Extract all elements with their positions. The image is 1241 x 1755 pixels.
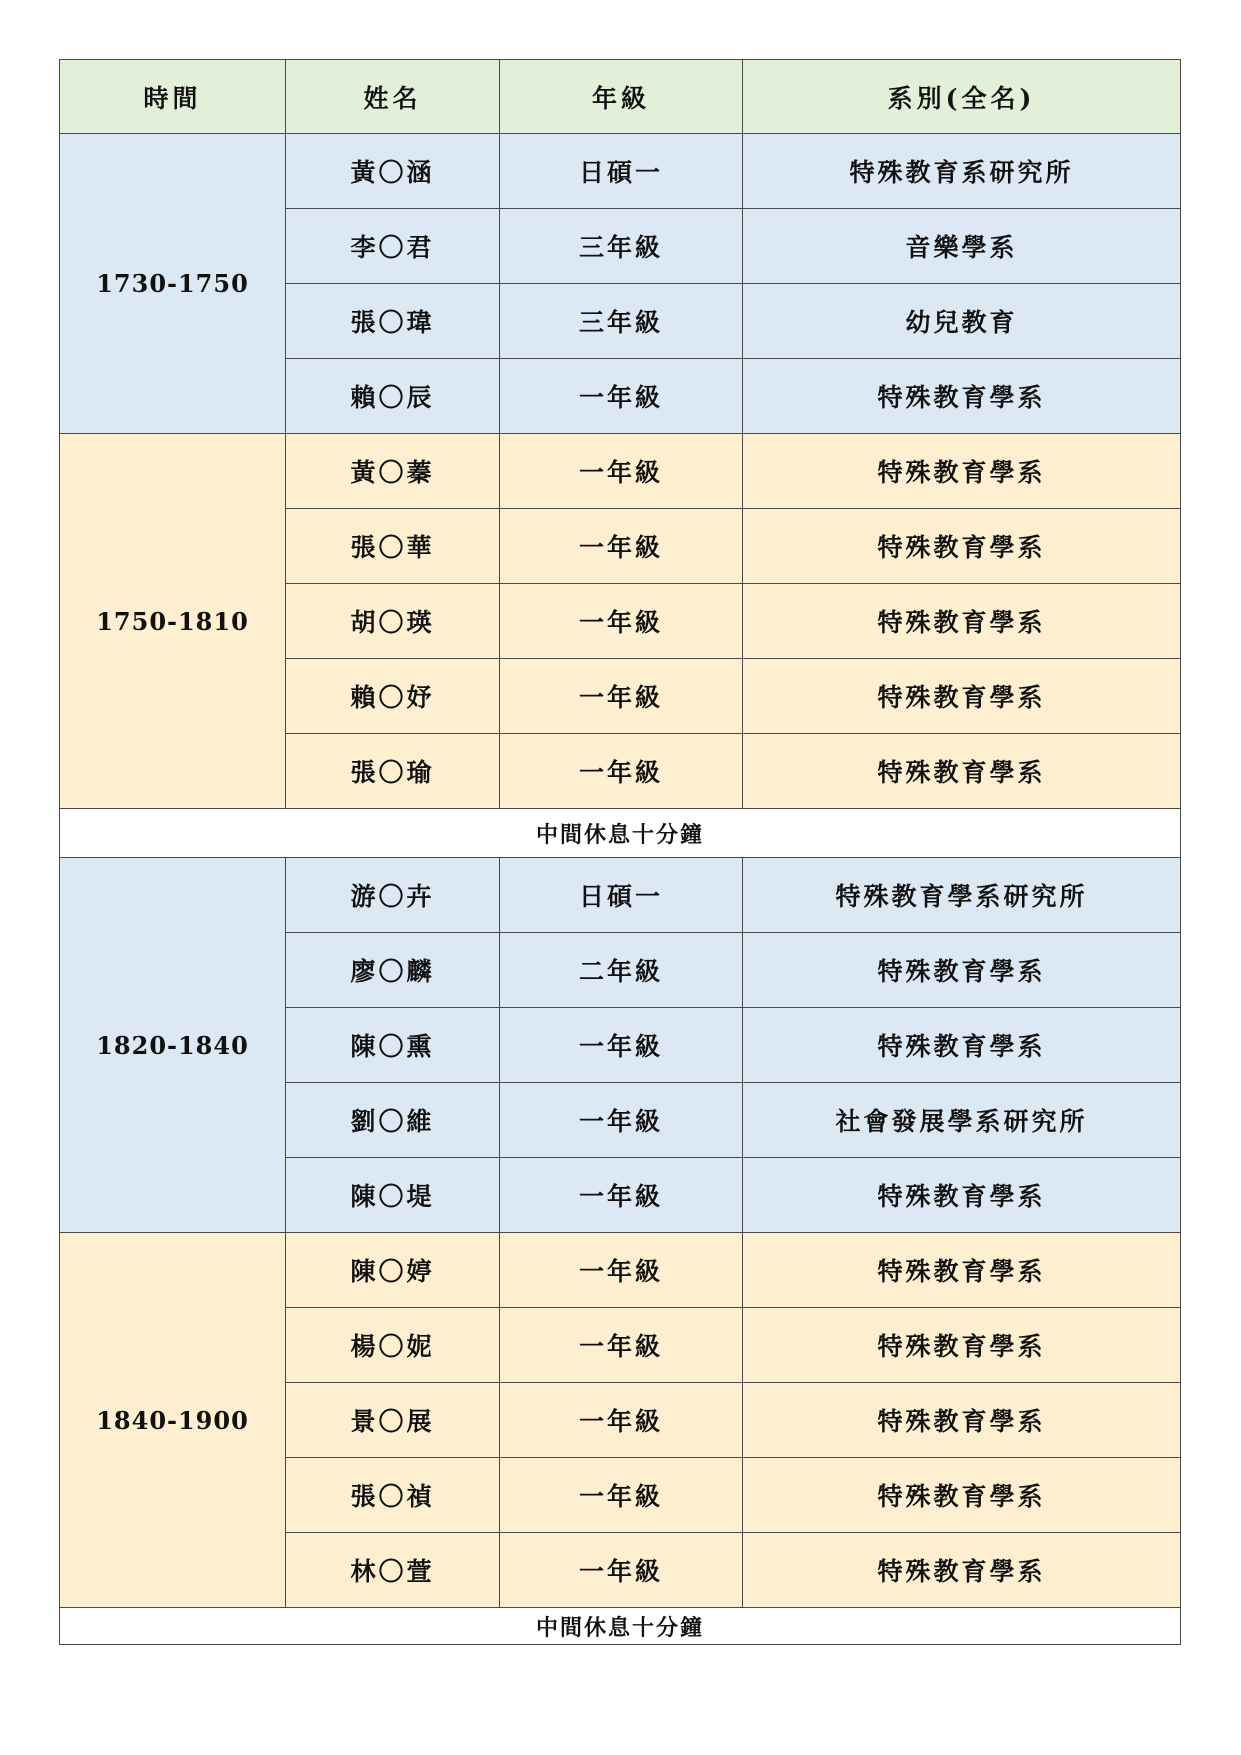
- student-name-cell: 胡〇瑛: [286, 584, 500, 659]
- header-dept: 系別(全名): [743, 60, 1181, 134]
- time-slot-cell: 1750-1810: [60, 434, 286, 809]
- grade-cell: 一年級: [500, 1383, 743, 1458]
- header-row: [60, 60, 1181, 134]
- grade-cell: 一年級: [500, 734, 743, 809]
- department-cell: 特殊教育學系: [743, 1533, 1181, 1608]
- roster-table: [59, 59, 1181, 1645]
- grade-cell: 三年級: [500, 284, 743, 359]
- department-cell: 社會發展學系研究所: [743, 1083, 1181, 1158]
- student-name-cell: 張〇華: [286, 509, 500, 584]
- header-name: 姓名: [286, 60, 500, 134]
- grade-cell: 一年級: [500, 1158, 743, 1233]
- department-cell: 特殊教育學系: [743, 1158, 1181, 1233]
- student-name-cell: 賴〇辰: [286, 359, 500, 434]
- department-cell: 特殊教育學系: [743, 584, 1181, 659]
- department-cell: 特殊教育學系: [743, 933, 1181, 1008]
- department-cell: 特殊教育學系: [743, 659, 1181, 734]
- grade-cell: 一年級: [500, 584, 743, 659]
- grade-cell: 一年級: [500, 1533, 743, 1608]
- student-name-cell: 張〇禎: [286, 1458, 500, 1533]
- grade-cell: 一年級: [500, 509, 743, 584]
- department-cell: 特殊教育學系: [743, 1008, 1181, 1083]
- break-label: 中間休息十分鐘: [60, 1608, 1181, 1645]
- grade-cell: 日碩一: [500, 134, 743, 209]
- department-cell: 特殊教育學系: [743, 509, 1181, 584]
- student-name-cell: 景〇展: [286, 1383, 500, 1458]
- student-name-cell: 黃〇蓁: [286, 434, 500, 509]
- department-cell: 特殊教育學系: [743, 1383, 1181, 1458]
- table-row: [60, 434, 1181, 509]
- student-name-cell: 林〇萱: [286, 1533, 500, 1608]
- student-name-cell: 陳〇婷: [286, 1233, 500, 1308]
- grade-cell: 日碩一: [500, 858, 743, 933]
- student-name-cell: 張〇瑋: [286, 284, 500, 359]
- student-name-cell: 張〇瑜: [286, 734, 500, 809]
- student-name-cell: 陳〇堤: [286, 1158, 500, 1233]
- grade-cell: 一年級: [500, 1083, 743, 1158]
- department-cell: 特殊教育學系: [743, 434, 1181, 509]
- break-row: [60, 809, 1181, 858]
- time-slot-cell: 1730-1750: [60, 134, 286, 434]
- grade-cell: 二年級: [500, 933, 743, 1008]
- department-cell: 特殊教育系研究所: [743, 134, 1181, 209]
- department-cell: 特殊教育學系研究所: [743, 858, 1181, 933]
- grade-cell: 一年級: [500, 659, 743, 734]
- student-name-cell: 楊〇妮: [286, 1308, 500, 1383]
- grade-cell: 一年級: [500, 1458, 743, 1533]
- grade-cell: 一年級: [500, 434, 743, 509]
- student-name-cell: 游〇卉: [286, 858, 500, 933]
- department-cell: 特殊教育學系: [743, 734, 1181, 809]
- department-cell: 特殊教育學系: [743, 1458, 1181, 1533]
- grade-cell: 一年級: [500, 1233, 743, 1308]
- student-name-cell: 黃〇涵: [286, 134, 500, 209]
- table-row: [60, 858, 1181, 933]
- table-row: [60, 134, 1181, 209]
- table-row: [60, 1233, 1181, 1308]
- student-name-cell: 賴〇妤: [286, 659, 500, 734]
- student-name-cell: 李〇君: [286, 209, 500, 284]
- grade-cell: 一年級: [500, 1308, 743, 1383]
- department-cell: 特殊教育學系: [743, 359, 1181, 434]
- student-name-cell: 廖〇麟: [286, 933, 500, 1008]
- time-slot-cell: 1840-1900: [60, 1233, 286, 1608]
- grade-cell: 一年級: [500, 359, 743, 434]
- department-cell: 特殊教育學系: [743, 1233, 1181, 1308]
- roster-body: [60, 60, 1181, 1645]
- student-name-cell: 陳〇熏: [286, 1008, 500, 1083]
- header-grade: 年級: [500, 60, 743, 134]
- department-cell: 幼兒教育: [743, 284, 1181, 359]
- student-name-cell: 劉〇維: [286, 1083, 500, 1158]
- department-cell: 特殊教育學系: [743, 1308, 1181, 1383]
- time-slot-cell: 1820-1840: [60, 858, 286, 1233]
- header-time: 時間: [60, 60, 286, 134]
- break-row: [60, 1608, 1181, 1645]
- department-cell: 音樂學系: [743, 209, 1181, 284]
- break-label: 中間休息十分鐘: [60, 809, 1181, 858]
- grade-cell: 三年級: [500, 209, 743, 284]
- grade-cell: 一年級: [500, 1008, 743, 1083]
